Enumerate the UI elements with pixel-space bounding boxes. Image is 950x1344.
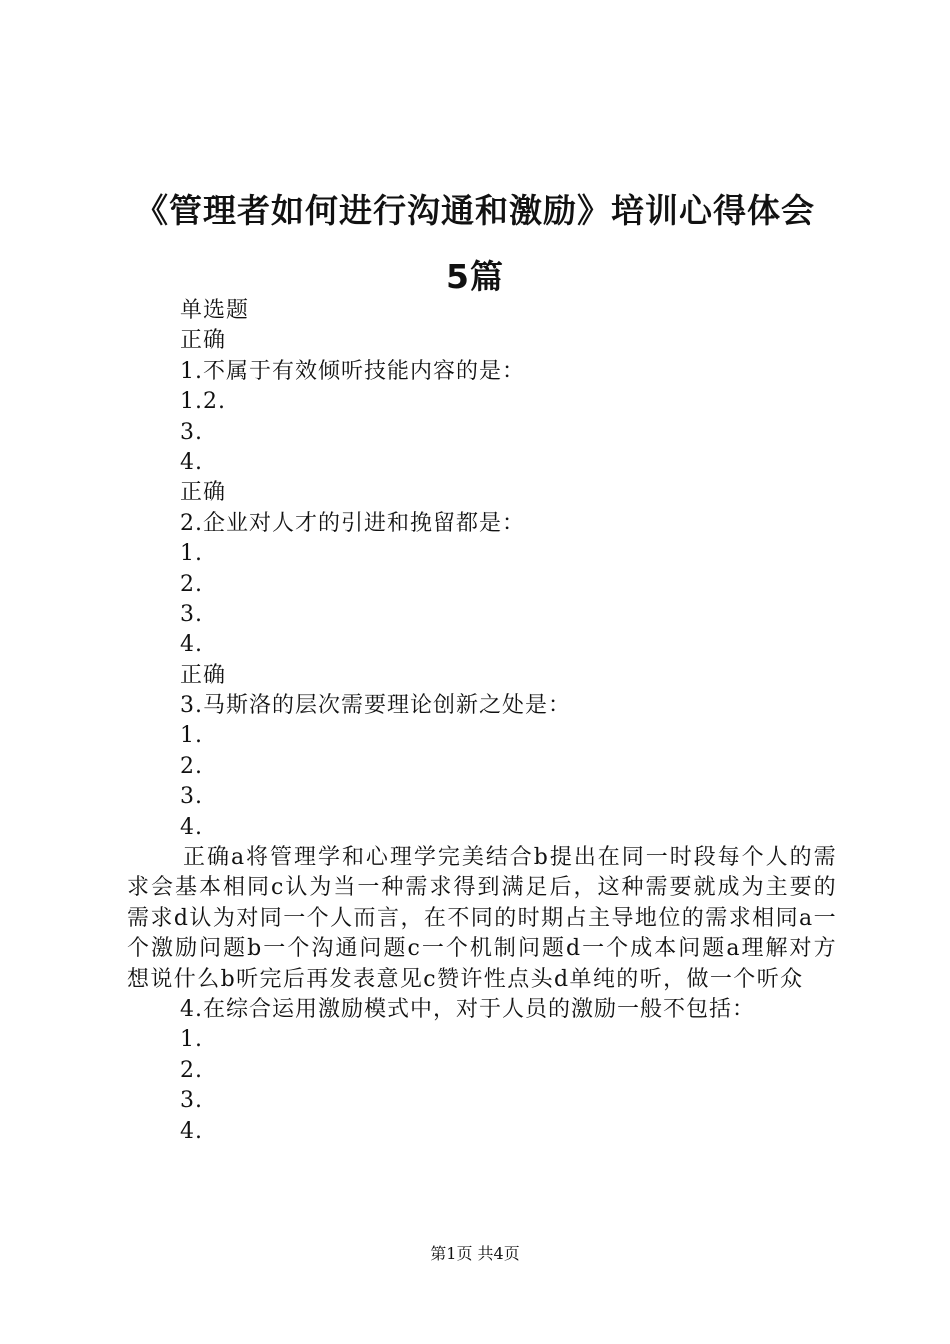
option-line: 4. — [180, 449, 203, 475]
option-line: 1. — [180, 723, 203, 749]
option-line: 3. — [180, 601, 203, 627]
option-line: 4. — [180, 632, 203, 658]
option-line: 2. — [180, 1057, 203, 1083]
question-1: 1.不属于有效倾听技能内容的是： — [180, 358, 525, 384]
body-line: 正确 — [180, 662, 227, 688]
option-line: 1. — [180, 541, 203, 567]
document-title — [100, 178, 850, 310]
option-line: 4. — [180, 814, 203, 840]
option-line: 4. — [180, 1118, 203, 1144]
option-line: 1. — [180, 1027, 203, 1053]
question-4: 4.在综合运用激励模式中，对于人员的激励一般不包括： — [180, 997, 755, 1023]
option-line: 3. — [180, 419, 203, 445]
option-line: 1.2. — [180, 389, 226, 415]
option-line: 2. — [180, 753, 203, 779]
option-line: 2. — [180, 571, 203, 597]
title-line-2: 5篇 — [446, 257, 504, 296]
option-line: 3. — [180, 1088, 203, 1114]
title-line-1: 《管理者如何进行沟通和激励》培训心得体会 — [135, 191, 815, 230]
answer-paragraph: 正确a将管理学和心理学完美结合b提出在同一时段每个人的需求会基本相同c认为当一种需求得到满足后，这种需要就成为主要的需求d认为对同一个人而言，在不同的时期占主导地位的需求相同a一个激励问题b一个沟通问题c一个机制问题d一个成本问题a理解对方想说什么b听完后再发表意见c赞许性点头d单纯的听，做一个听众 — [127, 845, 837, 992]
body-line: 正确 — [180, 480, 227, 506]
body-line: 正确 — [180, 328, 227, 354]
option-line: 3. — [180, 784, 203, 810]
page-footer: 第1页 共4页 — [430, 1244, 520, 1263]
document-body — [127, 296, 837, 1147]
question-2: 2.企业对人才的引进和挽留都是： — [180, 510, 525, 536]
body-line: 单选题 — [180, 298, 250, 323]
question-3: 3.马斯洛的层次需要理论创新之处是： — [180, 693, 571, 719]
